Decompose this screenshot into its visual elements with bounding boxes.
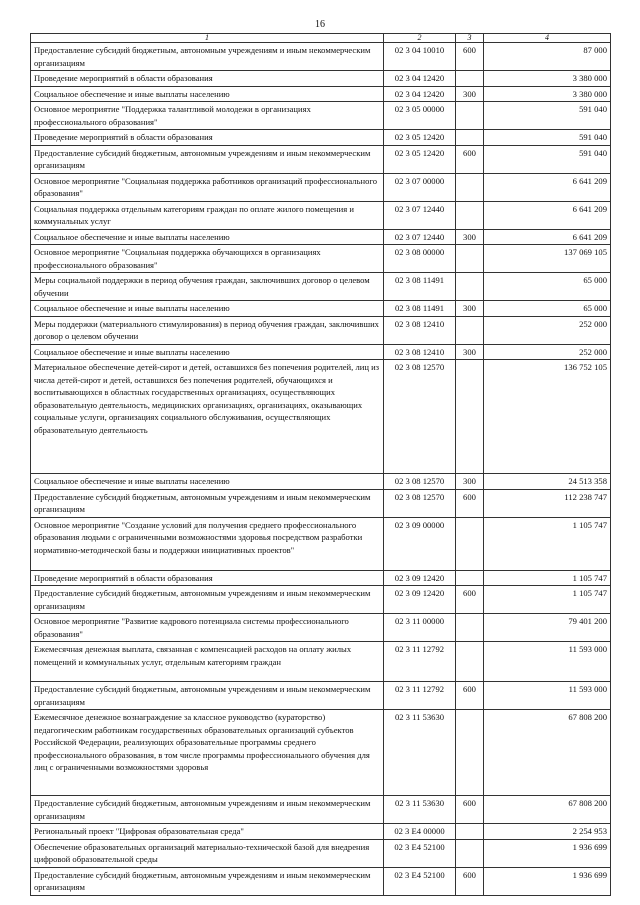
row-amount-cell: 1 105 747: [484, 517, 611, 570]
table-row: [31, 145, 611, 173]
row-type-cell: [456, 824, 484, 840]
table-row: [31, 710, 611, 796]
row-amount-cell: 252 000: [484, 316, 611, 344]
table-row: [31, 614, 611, 642]
table-row: [31, 360, 611, 474]
row-amount-cell: 112 238 747: [484, 489, 611, 517]
row-name-cell: Меры социальной поддержки в период обучения граждан, заключивших договор о целевом обучении: [31, 273, 384, 301]
table-row: [31, 229, 611, 245]
row-name-cell: Предоставление субсидий бюджетным, автономным учреждениям и иным некоммерческим организациям: [31, 145, 384, 173]
row-amount-cell: 3 380 000: [484, 86, 611, 102]
budget-table: [30, 33, 611, 896]
row-amount-cell: 67 808 200: [484, 710, 611, 796]
row-name-cell: Проведение мероприятий в области образования: [31, 71, 384, 87]
row-type-cell: [456, 839, 484, 867]
row-amount-cell: 591 040: [484, 130, 611, 146]
row-amount-cell: 67 808 200: [484, 796, 611, 824]
table-row: [31, 71, 611, 87]
row-type-cell: 300: [456, 86, 484, 102]
row-code-cell: 02 3 09 00000: [384, 517, 456, 570]
row-code-cell: 02 3 11 00000: [384, 614, 456, 642]
row-type-cell: [456, 316, 484, 344]
row-name-cell: Социальная поддержка отдельным категориям граждан по оплате жилого помещения и коммунальных услуг: [31, 201, 384, 229]
table-row: [31, 839, 611, 867]
row-amount-cell: 1 936 699: [484, 839, 611, 867]
table-row: [31, 43, 611, 71]
table-row: [31, 173, 611, 201]
row-code-cell: 02 3 05 12420: [384, 130, 456, 146]
row-type-cell: 300: [456, 229, 484, 245]
row-amount-cell: 6 641 209: [484, 229, 611, 245]
row-code-cell: 02 3 08 12570: [384, 360, 456, 474]
row-amount-cell: 1 105 747: [484, 586, 611, 614]
row-code-cell: 02 3 08 11491: [384, 273, 456, 301]
row-code-cell: 02 3 08 12570: [384, 474, 456, 490]
row-name-cell: Основное мероприятие "Социальная поддержка обучающихся в организациях профессионального образования": [31, 245, 384, 273]
row-name-cell: Основное мероприятие "Развитие кадрового потенциала системы профессионального образования": [31, 614, 384, 642]
row-type-cell: [456, 130, 484, 146]
row-amount-cell: 6 641 209: [484, 173, 611, 201]
row-code-cell: 02 3 09 12420: [384, 586, 456, 614]
column-number-4: 4: [484, 34, 611, 43]
row-type-cell: [456, 245, 484, 273]
row-amount-cell: 65 000: [484, 273, 611, 301]
row-type-cell: 300: [456, 301, 484, 317]
row-amount-cell: 591 040: [484, 102, 611, 130]
table-row: [31, 796, 611, 824]
row-amount-cell: 136 752 105: [484, 360, 611, 474]
row-amount-cell: 137 069 105: [484, 245, 611, 273]
row-type-cell: 300: [456, 474, 484, 490]
row-type-cell: 600: [456, 43, 484, 71]
row-code-cell: 02 3 11 53630: [384, 796, 456, 824]
row-name-cell: Социальное обеспечение и иные выплаты населению: [31, 344, 384, 360]
row-code-cell: 02 3 08 11491: [384, 301, 456, 317]
row-amount-cell: 591 040: [484, 145, 611, 173]
row-name-cell: Основное мероприятие "Создание условий для получения среднего профессионального образования людьми с ограниченными возможностями здоровья посредством разработки нормативно-методической базы и поддержки инициативных проектов": [31, 517, 384, 570]
row-type-cell: [456, 360, 484, 474]
row-code-cell: 02 3 E4 00000: [384, 824, 456, 840]
row-amount-cell: 11 593 000: [484, 682, 611, 710]
row-code-cell: 02 3 08 12410: [384, 316, 456, 344]
row-type-cell: [456, 614, 484, 642]
row-name-cell: Проведение мероприятий в области образования: [31, 130, 384, 146]
row-name-cell: Ежемесячное денежное вознаграждение за классное руководство (кураторство) педагогическим работникам государственных образовательных организаций субъектов Российской Федерации, реализующих образовательные программы среднего профессионального образования, в том числе программы профессионального обучения для лиц с ограниченными возможностями здоровья: [31, 710, 384, 796]
table-row: [31, 86, 611, 102]
row-type-cell: [456, 273, 484, 301]
row-amount-cell: 3 380 000: [484, 71, 611, 87]
column-number-2: 2: [384, 34, 456, 43]
row-code-cell: 02 3 04 12420: [384, 71, 456, 87]
table-row: [31, 102, 611, 130]
row-type-cell: [456, 517, 484, 570]
row-name-cell: Предоставление субсидий бюджетным, автономным учреждениям и иным некоммерческим организациям: [31, 796, 384, 824]
table-row: [31, 273, 611, 301]
table-row: [31, 682, 611, 710]
row-name-cell: Материальное обеспечение детей-сирот и детей, оставшихся без попечения родителей, лиц из числа детей-сирот и детей, оставшихся без попечения родителей, обучающихся и воспитывающихся в областных государственных организациях, осуществляющих образовательную деятельность, медицинских организациях, организациях, оказывающих социальные услуги, организациях социального обслуживания, осуществляющих образовательную деятельность: [31, 360, 384, 474]
row-code-cell: 02 3 11 12792: [384, 642, 456, 682]
row-name-cell: Социальное обеспечение и иные выплаты населению: [31, 301, 384, 317]
column-number-row: [31, 34, 611, 43]
row-type-cell: 600: [456, 682, 484, 710]
row-amount-cell: 11 593 000: [484, 642, 611, 682]
table-row: [31, 517, 611, 570]
column-number-3: 3: [456, 34, 484, 43]
row-name-cell: Ежемесячная денежная выплата, связанная с компенсацией расходов на оплату жилых помещений и коммунальных услуг, отдельным категориям граждан: [31, 642, 384, 682]
row-name-cell: Основное мероприятие "Поддержка талантливой молодежи в организациях профессионального образования": [31, 102, 384, 130]
row-code-cell: 02 3 07 12440: [384, 201, 456, 229]
row-type-cell: 600: [456, 489, 484, 517]
row-code-cell: 02 3 04 12420: [384, 86, 456, 102]
row-code-cell: 02 3 E4 52100: [384, 867, 456, 895]
table-row: [31, 344, 611, 360]
row-code-cell: 02 3 04 10010: [384, 43, 456, 71]
table-row: [31, 130, 611, 146]
row-amount-cell: 65 000: [484, 301, 611, 317]
table-row: [31, 570, 611, 586]
row-name-cell: Предоставление субсидий бюджетным, автономным учреждениям и иным некоммерческим организациям: [31, 586, 384, 614]
row-code-cell: 02 3 08 12570: [384, 489, 456, 517]
row-name-cell: Проведение мероприятий в области образования: [31, 570, 384, 586]
row-type-cell: 600: [456, 586, 484, 614]
row-name-cell: Обеспечение образовательных организаций материально-технической базой для внедрения цифровой образовательной среды: [31, 839, 384, 867]
row-amount-cell: 24 513 358: [484, 474, 611, 490]
row-name-cell: Социальное обеспечение и иные выплаты населению: [31, 229, 384, 245]
row-name-cell: Предоставление субсидий бюджетным, автономным учреждениям и иным некоммерческим организациям: [31, 43, 384, 71]
table-body: [31, 34, 611, 896]
row-type-cell: [456, 642, 484, 682]
row-code-cell: 02 3 11 53630: [384, 710, 456, 796]
row-code-cell: 02 3 07 12440: [384, 229, 456, 245]
row-code-cell: 02 3 05 00000: [384, 102, 456, 130]
row-amount-cell: 252 000: [484, 344, 611, 360]
table-row: [31, 301, 611, 317]
row-type-cell: [456, 201, 484, 229]
row-name-cell: Основное мероприятие "Социальная поддержка работников организаций профессионального образования": [31, 173, 384, 201]
row-name-cell: Предоставление субсидий бюджетным, автономным учреждениям и иным некоммерческим организациям: [31, 489, 384, 517]
row-amount-cell: 1 936 699: [484, 867, 611, 895]
row-code-cell: 02 3 08 00000: [384, 245, 456, 273]
table-row: [31, 824, 611, 840]
row-name-cell: Социальное обеспечение и иные выплаты населению: [31, 474, 384, 490]
row-type-cell: 300: [456, 344, 484, 360]
table-row: [31, 201, 611, 229]
row-type-cell: 600: [456, 867, 484, 895]
row-name-cell: Меры поддержки (материального стимулирования) в период обучения граждан, заключивших договор о целевом обучении: [31, 316, 384, 344]
table-row: [31, 867, 611, 895]
row-amount-cell: 1 105 747: [484, 570, 611, 586]
row-amount-cell: 87 000: [484, 43, 611, 71]
row-type-cell: 600: [456, 796, 484, 824]
row-type-cell: [456, 71, 484, 87]
row-name-cell: Предоставление субсидий бюджетным, автономным учреждениям и иным некоммерческим организациям: [31, 682, 384, 710]
row-code-cell: 02 3 09 12420: [384, 570, 456, 586]
table-row: [31, 474, 611, 490]
row-type-cell: 600: [456, 145, 484, 173]
row-type-cell: [456, 710, 484, 796]
row-amount-cell: 6 641 209: [484, 201, 611, 229]
row-type-cell: [456, 570, 484, 586]
row-amount-cell: 79 401 200: [484, 614, 611, 642]
row-type-cell: [456, 173, 484, 201]
row-code-cell: 02 3 08 12410: [384, 344, 456, 360]
row-name-cell: Социальное обеспечение и иные выплаты населению: [31, 86, 384, 102]
table-row: [31, 586, 611, 614]
row-code-cell: 02 3 07 00000: [384, 173, 456, 201]
row-type-cell: [456, 102, 484, 130]
row-name-cell: Региональный проект "Цифровая образовательная среда": [31, 824, 384, 840]
row-amount-cell: 2 254 953: [484, 824, 611, 840]
table-row: [31, 489, 611, 517]
row-name-cell: Предоставление субсидий бюджетным, автономным учреждениям и иным некоммерческим организациям: [31, 867, 384, 895]
column-number-1: 1: [31, 34, 384, 43]
table-row: [31, 316, 611, 344]
row-code-cell: 02 3 11 12792: [384, 682, 456, 710]
table-row: [31, 642, 611, 682]
page-number: 16: [315, 19, 325, 30]
table-row: [31, 245, 611, 273]
row-code-cell: 02 3 05 12420: [384, 145, 456, 173]
row-code-cell: 02 3 E4 52100: [384, 839, 456, 867]
